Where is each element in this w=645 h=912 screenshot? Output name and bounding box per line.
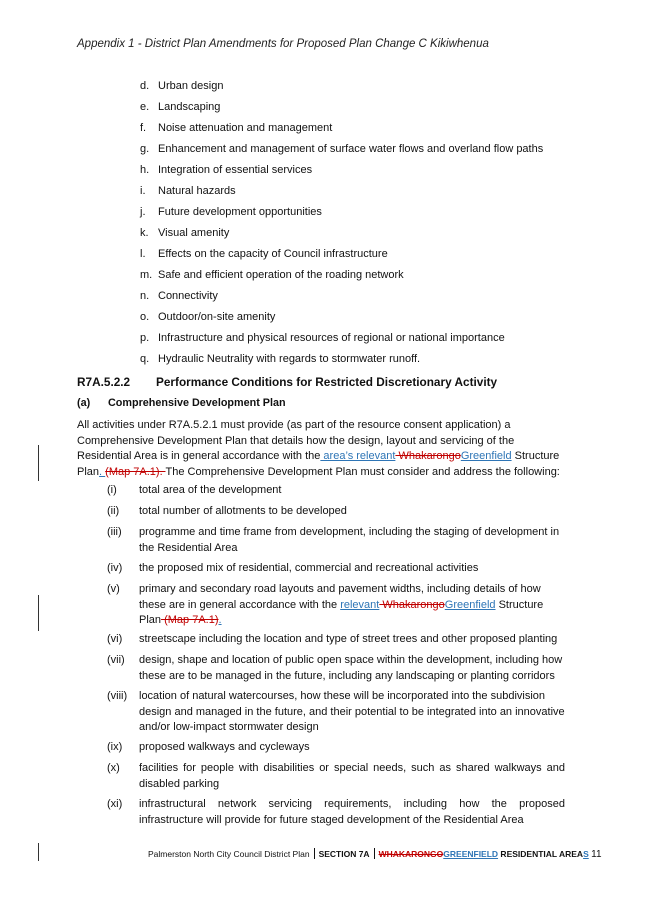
- item-text: Enhancement and management of surface water flows and overland flow paths: [158, 143, 544, 155]
- inserted-text: .: [99, 465, 106, 478]
- footer-area-label: RESIDENTIAL AREA: [498, 849, 584, 859]
- footer-inserted-s: S: [583, 849, 589, 859]
- subsection-heading: [77, 397, 286, 409]
- item-text: total number of allotments to be developed: [139, 505, 347, 517]
- inserted-text: Greenfield: [444, 598, 496, 611]
- item-key: (iv): [107, 562, 123, 574]
- item-text: Natural hazards: [158, 185, 236, 197]
- item-key: d.: [140, 80, 150, 92]
- page-header: Appendix 1 - District Plan Amendments for Proposed Plan Change C Kikiwhenua: [77, 38, 489, 50]
- item-text: streetscape including the location and type of street trees and other proposed planting: [139, 633, 558, 645]
- inserted-text: relevant: [340, 598, 380, 611]
- item-text: Outdoor/on-site amenity: [158, 311, 276, 323]
- footer-section: SECTION 7A: [318, 849, 370, 859]
- item-text: Integration of essential services: [158, 164, 313, 176]
- list-item: [140, 331, 505, 345]
- intro-paragraph: [77, 418, 565, 480]
- item-key: (viii): [107, 690, 128, 702]
- item-key: i.: [140, 185, 146, 197]
- item-text: location of natural watercourses, how these will be incorporated into the subdivision design and managed in the future, and their potential to be integrated into an innovative and/or low-impact stormwater design: [139, 690, 565, 733]
- section-title: Performance Conditions for Restricted Discretionary Activity: [156, 375, 498, 389]
- item-text-part: primary and secondary road layouts and pavement widths, including details of how these are in general accordance with the: [139, 583, 541, 611]
- item-key: p.: [140, 332, 150, 344]
- item-text: infrastructural network servicing requirements, including how the proposed infrastructure will provide for future staged development of the Residential Area: [139, 798, 565, 826]
- deleted-text: (Map 7A.1): [161, 614, 219, 626]
- item-text: the proposed mix of residential, commercial and recreational activities: [139, 562, 479, 574]
- change-bar: [38, 445, 39, 481]
- deleted-text: Whakarongo: [379, 598, 445, 611]
- item-key: q.: [140, 353, 150, 365]
- list-item: [140, 163, 312, 177]
- item-text: programme and time frame from development, including the staging of development in the Residential Area: [139, 526, 560, 554]
- item-key: (iii): [107, 526, 122, 538]
- item-text: facilities for people with disabilities or special needs, such as shared walkways and disabled parking: [139, 762, 565, 790]
- item-text: [139, 582, 565, 629]
- item-key: (i): [107, 484, 117, 496]
- footer-divider: [374, 848, 375, 859]
- list-item: [140, 310, 275, 324]
- footer-deleted-name: WHAKARONGO: [378, 849, 444, 859]
- item-text-part: Structure Plan: [139, 598, 544, 626]
- section-heading: [77, 375, 497, 389]
- item-text: Infrastructure and physical resources of regional or national importance: [158, 332, 505, 344]
- inserted-text: Greenfield: [460, 450, 512, 462]
- inserted-text: .: [218, 614, 222, 626]
- item-text: Urban design: [158, 80, 224, 92]
- deleted-text: (Map 7A.1).: [105, 465, 166, 478]
- item-text: Landscaping: [158, 101, 221, 113]
- item-text: Future development opportunities: [158, 206, 322, 218]
- item-key: n.: [140, 290, 150, 302]
- list-item: [140, 289, 218, 303]
- item-text: design, shape and location of public open space within the development, including how these are to be managed in the future, including any landscaping or planting corridors: [139, 654, 563, 682]
- page-footer: [148, 848, 602, 860]
- item-key: l.: [140, 248, 146, 260]
- intro-text: Structure Plan: [77, 450, 560, 478]
- item-text: Visual amenity: [158, 227, 230, 239]
- footer-divider: [314, 848, 315, 859]
- item-key: (xi): [107, 798, 123, 810]
- item-text: Safe and efficient operation of the roading network: [158, 269, 404, 281]
- footer-inserted-name: GREENFIELD: [443, 849, 499, 859]
- item-key: j.: [140, 206, 146, 218]
- list-item: [140, 352, 420, 366]
- item-key: m.: [140, 269, 153, 281]
- list-item: [140, 247, 388, 261]
- list-item: [140, 226, 229, 240]
- list-item: [140, 100, 220, 114]
- list-item: [140, 121, 332, 135]
- item-text: Hydraulic Neutrality with regards to stormwater runoff.: [158, 353, 421, 365]
- deleted-text: Whakarongo: [395, 450, 461, 462]
- item-text: proposed walkways and cycleways: [139, 741, 310, 753]
- item-key: k.: [140, 227, 149, 239]
- item-text: Effects on the capacity of Council infrastructure: [158, 248, 388, 260]
- change-bar: [38, 843, 39, 861]
- item-text: Connectivity: [158, 290, 218, 302]
- change-bar: [38, 595, 39, 631]
- item-key: f.: [140, 122, 147, 134]
- section-number: R7A.5.2.2: [77, 375, 131, 389]
- item-key: h.: [140, 164, 150, 176]
- item-key: g.: [140, 143, 150, 155]
- item-key: (ii): [107, 505, 120, 517]
- item-key: (vi): [107, 633, 123, 645]
- item-key: (vii): [107, 654, 125, 666]
- item-key: (x): [107, 762, 120, 774]
- item-text: Noise attenuation and management: [158, 122, 333, 134]
- list-item: [140, 142, 543, 156]
- subsection-key: (a): [77, 397, 91, 409]
- subsection-title: Comprehensive Development Plan: [108, 397, 286, 409]
- list-item: [140, 184, 236, 198]
- item-key: o.: [140, 311, 150, 323]
- footer-plan-name: Palmerston North City Council District Plan: [148, 849, 310, 859]
- list-item: [140, 268, 404, 282]
- list-item: [140, 79, 223, 93]
- item-key: (ix): [107, 741, 123, 753]
- intro-text: The Comprehensive Development Plan must consider and address the following:: [165, 465, 560, 478]
- item-key: (v): [107, 583, 120, 595]
- page-number: 11: [591, 849, 602, 860]
- inserted-text: area’s relevant: [320, 450, 396, 462]
- item-text: total area of the development: [139, 484, 282, 496]
- list-item: [140, 205, 322, 219]
- intro-text: All activities under R7A.5.2.1 must provide (as part of the resource consent application) a Comprehensive Development Plan that details how the design, layout and servicing of the Residential Area is in general accordance with the: [77, 419, 515, 462]
- item-key: e.: [140, 101, 150, 113]
